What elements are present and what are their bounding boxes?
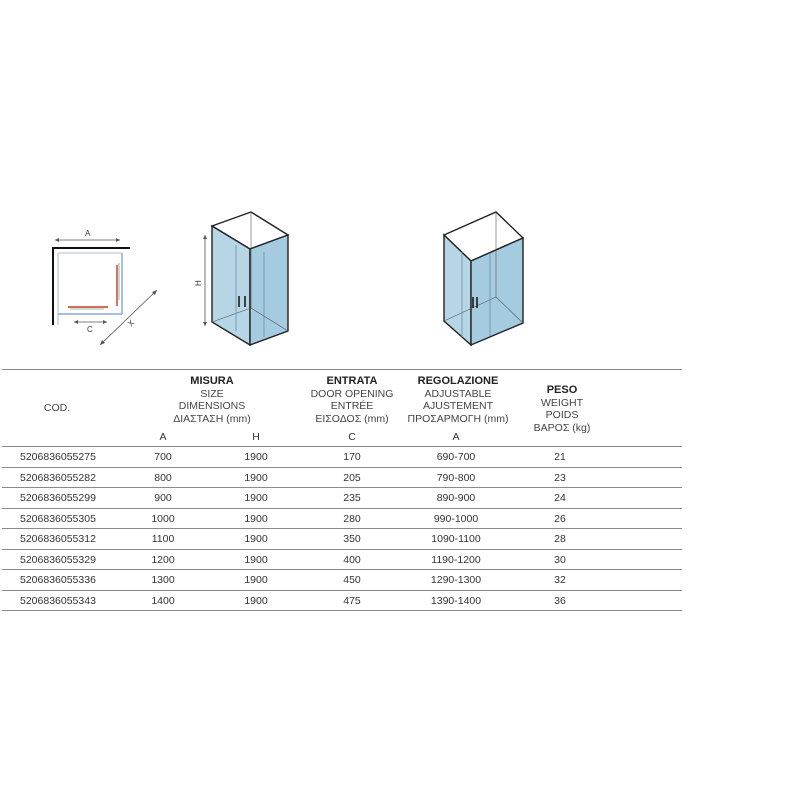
table-row (2, 447, 682, 468)
table-row (2, 488, 682, 509)
header-weight-line-3: ΒΑΡΟΣ (kg) (533, 421, 591, 434)
cabin-elevation-rectangular (444, 212, 523, 345)
table-header (2, 369, 682, 447)
cell-code: 5206836055305 (20, 512, 96, 525)
header-sub-a: A (159, 431, 167, 443)
cell-weight: 23 (554, 471, 566, 484)
cell-size-a: 1000 (151, 512, 175, 525)
header-size-line-2: DIMENSIONS (178, 400, 246, 412)
table-row (2, 509, 682, 530)
header-adjust-line-1: ADJUSTABLE (424, 387, 492, 400)
cell-size-h: 1900 (244, 553, 268, 566)
cell-entry-c: 170 (343, 451, 361, 463)
header-weight-title: PESO (546, 384, 578, 396)
cabin-elevation-square (194, 212, 288, 345)
cell-adjust-a: 890-900 (436, 492, 476, 504)
cell-code: 5206836055329 (20, 553, 96, 566)
header-code-label: COD. (43, 402, 71, 414)
cell-adjust-a: 690-700 (436, 451, 476, 463)
cell-entry-c: 235 (343, 492, 361, 504)
header-entry-line-3: ΕΙΣΟΔΟΣ (mm) (315, 412, 389, 425)
cell-adjust-a: 1190-1200 (431, 553, 481, 566)
plan-label-x: X (126, 318, 137, 329)
cell-size-a: 1300 (151, 574, 175, 586)
cell-adjust-a: 790-800 (436, 471, 476, 484)
cell-size-a: 1200 (151, 553, 175, 566)
cell-size-h: 1900 (244, 512, 268, 525)
cell-code: 5206836055282 (20, 471, 96, 484)
table-row (2, 570, 682, 591)
cell-size-a: 1100 (151, 533, 175, 545)
header-sub-c: C (348, 431, 356, 443)
cell-size-h: 1900 (244, 574, 268, 586)
table-row (2, 468, 682, 489)
header-weight-line-2: POIDS (545, 409, 579, 421)
spec-table (2, 369, 682, 611)
plan-view-diagram (52, 229, 157, 345)
technical-drawings (0, 0, 800, 370)
cell-code: 5206836055336 (20, 574, 96, 586)
header-adjust-title: REGOLAZIONE (417, 375, 499, 387)
cell-adjust-a: 1390-1400 (430, 594, 482, 607)
cell-weight: 32 (554, 574, 566, 586)
cell-weight: 21 (554, 451, 566, 463)
cell-size-h: 1900 (244, 533, 268, 545)
cell-size-a: 800 (154, 471, 172, 484)
table-row (2, 550, 682, 571)
header-adjust-line-3: ΠΡΟΣΑΡΜΟΓΗ (mm) (407, 412, 509, 425)
cell-code: 5206836055312 (20, 533, 96, 545)
cell-adjust-a: 1090-1100 (431, 533, 481, 545)
header-size-line-3: ΔΙΑΣΤΑΣΗ (mm) (173, 412, 251, 425)
header-entry-line-2: ENTRÉE (330, 400, 374, 412)
cell-weight: 26 (554, 512, 566, 525)
cell-size-a: 900 (154, 492, 172, 504)
cell-entry-c: 280 (343, 512, 361, 525)
cell-code: 5206836055275 (20, 451, 96, 463)
header-sub-adj-a: A (452, 431, 460, 443)
cell-entry-c: 350 (343, 533, 361, 545)
drawings-svg (0, 0, 800, 370)
cell-weight: 24 (554, 492, 566, 504)
cell-code: 5206836055343 (20, 594, 96, 607)
cell-size-h: 1900 (244, 451, 268, 463)
table-row (2, 591, 682, 612)
table-body (2, 447, 682, 611)
cell-size-h: 1900 (244, 594, 268, 607)
header-size-title: MISURA (190, 375, 234, 387)
header-code (22, 402, 92, 415)
cell-size-h: 1900 (244, 471, 268, 484)
table-row (2, 529, 682, 550)
cell-size-h: 1900 (244, 492, 268, 504)
cell-code: 5206836055299 (20, 492, 96, 504)
cell-entry-c: 205 (343, 471, 361, 484)
header-weight (512, 384, 612, 434)
header-size (152, 375, 272, 425)
cell-entry-c: 475 (343, 594, 361, 607)
cell-weight: 36 (554, 594, 566, 607)
header-weight-line-1: WEIGHT (541, 396, 583, 409)
elevation-label-h: H (194, 280, 203, 286)
header-entry-line-1: DOOR OPENING (310, 387, 394, 400)
cell-entry-c: 450 (343, 574, 361, 586)
header-size-line-1: SIZE (200, 387, 224, 400)
header-sub-h: H (252, 431, 260, 443)
plan-label-a: A (85, 229, 91, 238)
cell-adjust-a: 990-1000 (433, 512, 479, 525)
header-entry-title: ENTRATA (326, 375, 378, 387)
cell-entry-c: 400 (343, 553, 361, 566)
cell-weight: 30 (554, 553, 566, 566)
cell-size-a: 1400 (151, 594, 175, 607)
cell-weight: 28 (554, 533, 566, 545)
plan-label-c: C (87, 325, 93, 334)
cell-size-a: 700 (154, 451, 172, 463)
header-adjust (393, 375, 523, 425)
cell-adjust-a: 1290-1300 (430, 574, 482, 586)
header-adjust-line-2: AJUSTEMENT (422, 400, 493, 412)
